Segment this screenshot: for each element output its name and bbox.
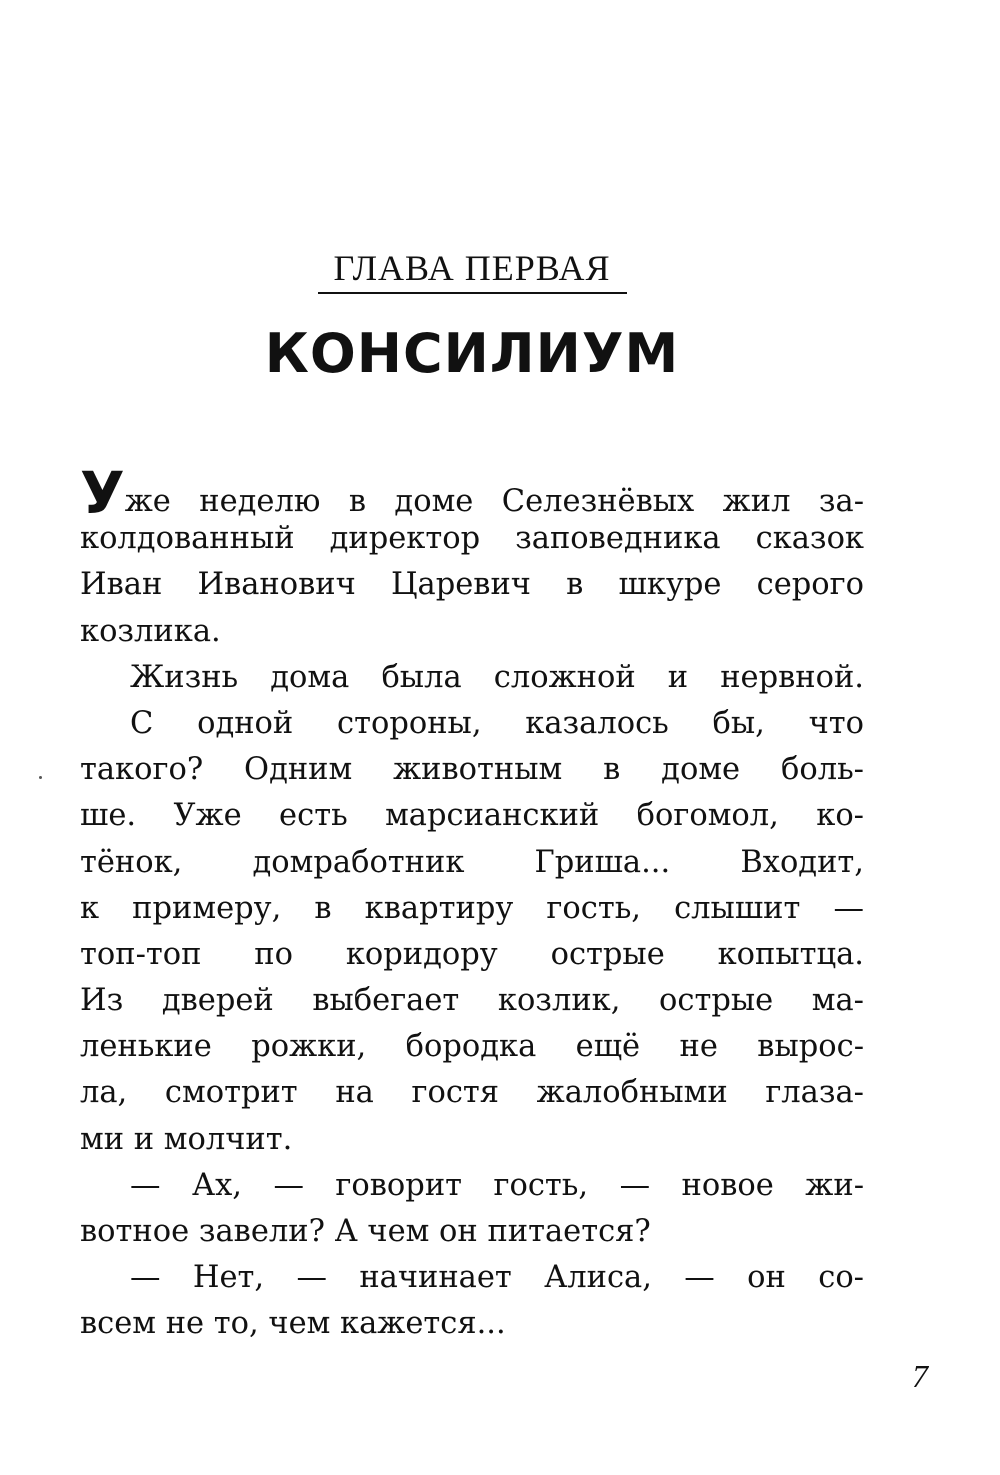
scan-speck [39,776,42,779]
chapter-title: КОНСИЛИУМ [264,322,680,385]
chapter-label: ГЛАВА ПЕРВАЯ [333,248,611,288]
text-line: Жизнь дома была сложной и нервной. [130,659,864,695]
page-number: 7 [912,1358,928,1394]
text-line: Иван Иванович Царевич в шкуре серого [80,567,864,603]
text-line: ми и молчит. [80,1121,293,1157]
body-text [80,459,864,1348]
drop-cap: У [80,459,125,527]
chapter-underline [318,292,627,294]
text-line: Уже неделю в доме Селезнёвых жил за- [80,459,864,527]
text-line: тёнок, домработник Гриша... Входит, [80,844,864,880]
text-line: — Ах, — говорит гость, — новое жи- [130,1167,864,1203]
text-line: топ-топ по коридору острые копытца. [80,936,864,972]
text-line: всем не то, чем кажется... [80,1306,506,1342]
text-line: ла, смотрит на гостя жалобными глаза- [80,1075,864,1111]
text-line: такого? Одним животным в доме боль- [80,752,864,788]
text-line: ше. Уже есть марсианский богомол, ко- [80,798,864,834]
text-line: козлика. [80,613,221,649]
text-line: — Нет, — начинает Алиса, — он со- [130,1260,864,1296]
text-line: к примеру, в квартиру гость, слышит — [80,890,864,926]
text-line: С одной стороны, казалось бы, что [130,705,864,741]
text-line: вотное завели? А чем он питается? [80,1214,651,1249]
text-line: ленькие рожки, бородка ещё не вырос- [80,1029,864,1065]
text-line: колдованный директор заповедника сказок [80,521,864,557]
text-line: Из дверей выбегает козлик, острые ма- [80,983,864,1019]
